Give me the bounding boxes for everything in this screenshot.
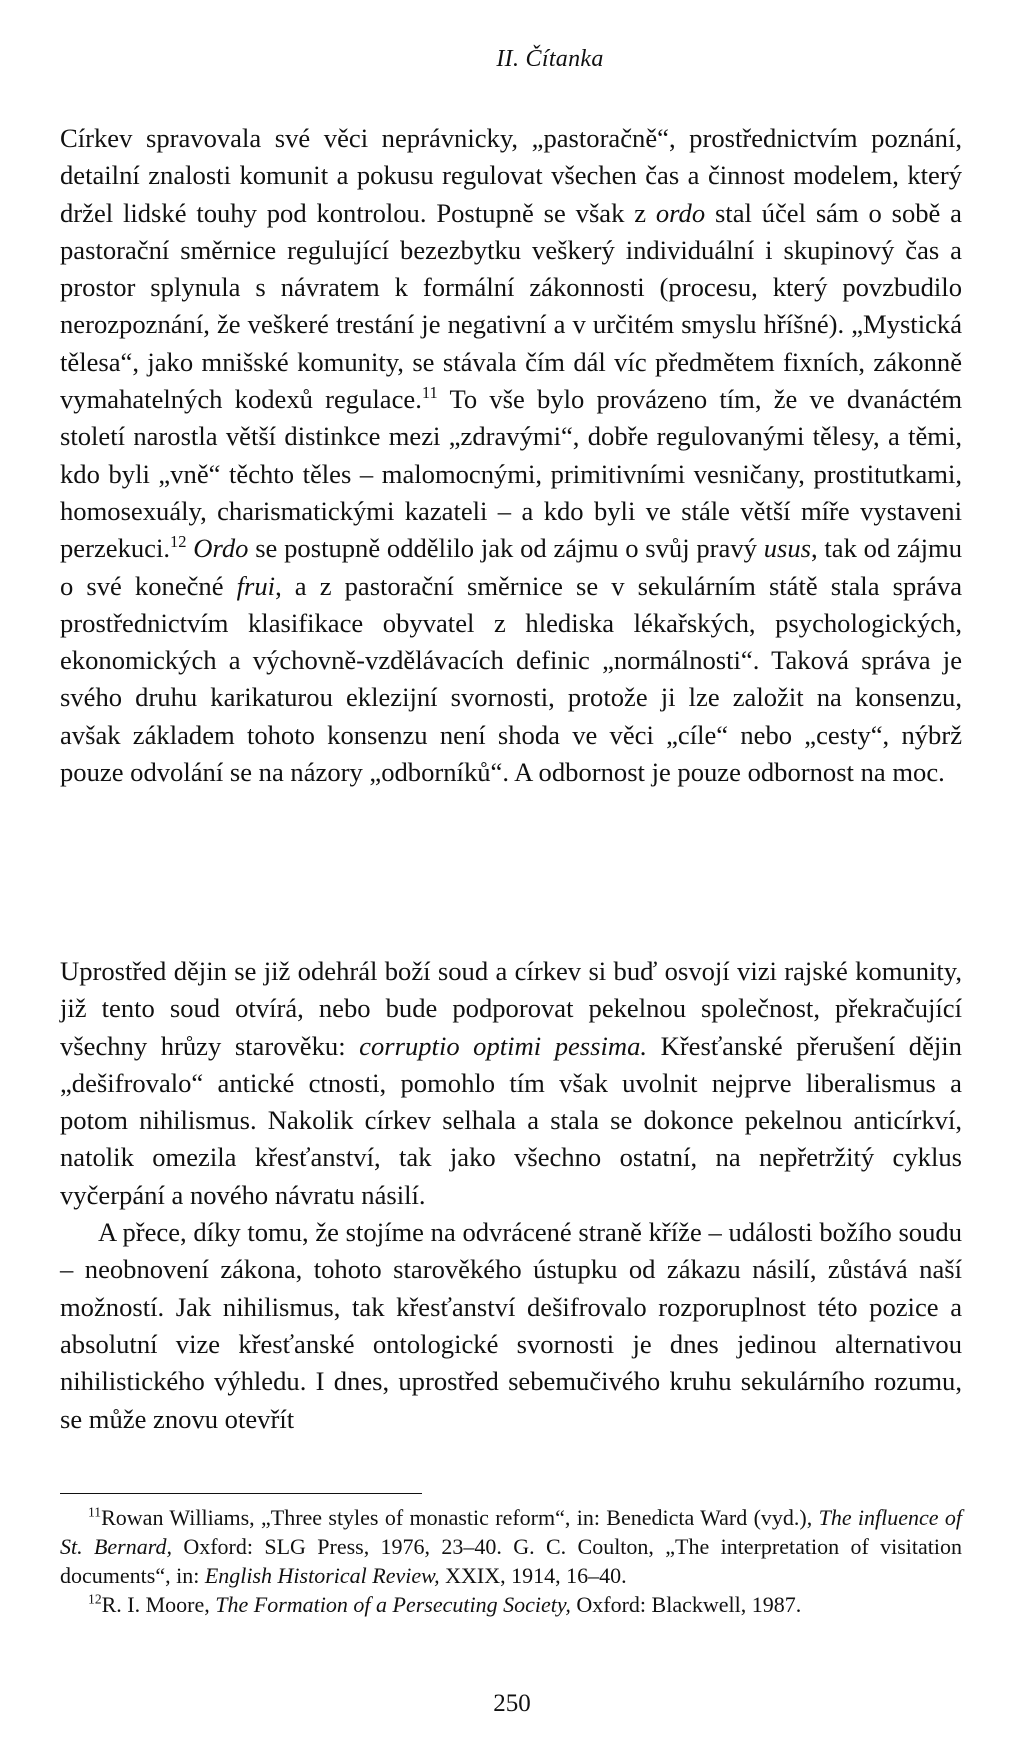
body-text-block-2: [60, 953, 962, 1438]
text-run: XXIX, 1914, 16–40.: [439, 1563, 627, 1588]
text-run: R. I. Moore,: [101, 1592, 216, 1617]
italic-term: usus: [763, 533, 811, 564]
text-run: Oxford: Blackwell, 1987.: [570, 1592, 802, 1617]
body-text-block-1: [60, 120, 962, 791]
footnotes: [60, 1503, 962, 1619]
paragraph-2: [60, 953, 962, 1214]
footnote-12: [60, 1590, 962, 1619]
paragraph-1: [60, 120, 962, 791]
footnote-number: 12: [88, 1591, 102, 1607]
text-run: Rowan Williams, „Three styles of monastic reform“, in: Benedicta Ward (vyd.),: [101, 1505, 819, 1530]
footnote-ref-12[interactable]: 12: [170, 532, 187, 552]
text-run: , a z pastorační směrnice se v sekulárním státě stala správa prostřednictvím klasifikace obyvatel z hlediska lékařských, psychologických, ekonomických a výchovně-vzdělávacích definic „normálnosti“. Taková správa je svého druhu karikaturou eklezijní svornosti, protože ji lze založit na konsenzu, avšak základem tohoto konsenzu není shoda ve věci „cíle“ nebo „cesty“, nýbrž pouze odvolání se na názory „odborníků“. A odbornost je pouze odbornost na moc.: [60, 570, 962, 788]
footnote-divider: [60, 1493, 422, 1494]
italic-latin-phrase: corruptio optimi pessima.: [359, 1030, 648, 1061]
footnote-ref-11[interactable]: 11: [421, 383, 438, 403]
page-number: 250: [493, 1690, 531, 1717]
italic-title: The influence of St. Bernard,: [60, 1505, 962, 1559]
text-run: Uprostřed dějin se již odehrál boží soud a církev si buď osvojí vizi rajské komunity, již tento soud otvírá, nebo bude podporovat pekelnou společnost, překračující všechny hrůzy starověku:: [60, 956, 962, 1061]
text-run: stal účel sám o sobě a pastorační směrnice regulující bezezbytku veškerý individuální i skupinový čas a prostor splynula s návratem k formální zákonnosti (procesu, který povzbudilo nerozpoznání, že veškeré trestání je negativní a v určitém smyslu hříšné). „Mystická tělesa“, jako mnišské komunity, se stávala čím dál víc předmětem fixních, zákonně vymahatelných kodexů regulace.: [60, 197, 962, 415]
text-run: To vše bylo provázeno tím, že ve dvanáctém století narostla větší distinkce mezi „zdravými“, dobře regulovanými tělesy, a těmi, kdo byli „vně“ těchto těles – malomocnými, primitivními vesničany, prostitutkami, homosexuály, charismatickými kazateli – a kdo byli ve stále větší míře vystaveni perzekuci.: [60, 384, 963, 564]
paragraph-3: A přece, díky tomu, že stojíme na odvrácené straně kříže – události božího soudu – neobnovení zákona, tohoto starověkého ústupku od zákazu násilí, zůstává naší možností. Jak nihilismus, tak křesťanství dešifrovalo rozporuplnost této pozice a absolutní vize křesťanské ontologické svornosti je dnes jedinou alternativou nihilistického výhledu. I dnes, uprostřed sebemučivého kruhu sekulárního rozumu, se může znovu otevřít: [60, 1217, 962, 1434]
footnote-number: 11: [88, 1504, 102, 1520]
text-run: Oxford: SLG Press, 1976, 23–40. G. C. Coulton, „The interpretation of visitation documents“, in:: [60, 1534, 963, 1588]
italic-term: Ordo: [193, 533, 249, 564]
text-run: Křesťanské přerušení dějin „dešifrovalo“ antické ctnosti, pomohlo tím však uvolnit nejprve liberalismus a potom nihilismus. Nakolik církev selhala a stala se dokonce pekelnou anticírkví, natolik omezila křesťanství, tak jako všechno ostatní, na nepřetržitý cyklus vyčerpání a nového návratu násilí.: [60, 1030, 962, 1210]
italic-term: frui: [236, 570, 276, 601]
italic-title: The Formation of a Persecuting Society,: [215, 1592, 571, 1617]
text-run: se postupně oddělilo jak od zájmu o svůj pravý: [248, 533, 764, 564]
running-header: [0, 46, 1024, 73]
text-run: , tak od zájmu o své konečné: [60, 533, 963, 601]
italic-title: English Historical Review,: [204, 1563, 440, 1588]
text-run: Církev spravovala své věci neprávnicky, „pastoračně“, prostřednictvím poznání, detailní znalosti komunit a pokusu regulovat všechen čas a činnost modelem, který držel lidské touhy pod kontrolou. Postupně se však z: [60, 123, 962, 228]
italic-term: ordo: [655, 197, 706, 228]
running-header-title: II. Čítanka: [496, 46, 604, 72]
footnote-11: [60, 1503, 962, 1590]
